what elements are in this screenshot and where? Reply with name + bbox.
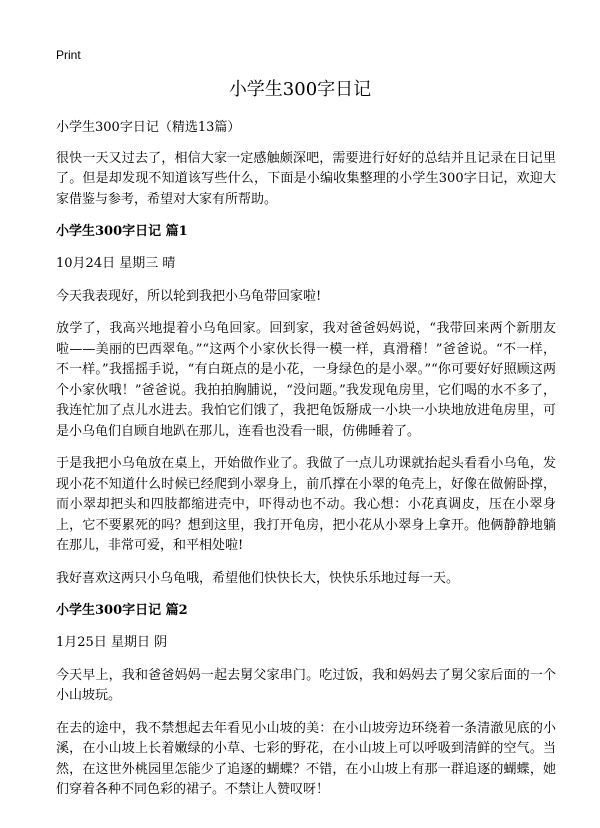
section-2-paragraph-2: 在去的途中，我不禁想起去年看见小山坡的美：在小山坡旁边环绕着一条清澈见底的小溪，在小山坡上长着嫩绿的小草、七彩的野花，在小山坡上可以呼吸到清鲜的空气。当然，在这世外桃园里怎能少了追逐的蝴蝶？不错，在小山坡上有那一群追逐的蝴蝶，她们穿着各种不同色彩的裙子。不禁让人赞叹呀！ <box>56 720 556 797</box>
section-heading-1: 小学生300字日记 篇1 <box>56 224 188 239</box>
section-2-paragraph-1: 今天早上，我和爸爸妈妈一起去舅父家串门。吃过饭，我和妈妈去了舅父家后面的一个小山坡玩。 <box>56 667 556 703</box>
article-subtitle: 小学生300字日记（精选13篇） <box>56 120 241 135</box>
diary-date-1: 10月24日 星期三 晴 <box>56 256 176 271</box>
section-1-paragraph-1: 今天我表现好，所以轮到我把小乌龟带回家啦! <box>56 288 322 304</box>
diary-date-2: 1月25日 星期日 阴 <box>56 635 168 650</box>
section-1-paragraph-3: 于是我把小乌龟放在桌上，开始做作业了。我做了一点儿功课就抬起头看看小乌龟，发现小花不知道什么时候已经爬到小翠身上，前爪撑在小翠的龟壳上，好像在做俯卧撑，而小翠却把头和四肢都缩进壳中，吓得动也不动。我心想：小花真调皮，压在小翠身上，它不要累死的吗？想到这里，我打开龟房，把小花从小翠身上拿开。他俩静静地躺在那儿，非常可爱，和平相处啦! <box>56 456 556 553</box>
page-title: 小学生300字日记 <box>228 79 372 100</box>
print-link[interactable]: Print <box>56 48 81 62</box>
article-body <box>56 118 556 813</box>
intro-paragraph: 很快一天又过去了，相信大家一定感触颇深吧，需要进行好好的总结并且记录在日记里了。但是却发现不知道该写些什么，下面是小编收集整理的小学生300字日记，欢迎大家借鉴与参考，希望对大家有所帮助。 <box>56 150 556 207</box>
section-1-paragraph-2: 放学了，我高兴地提着小乌龟回家。回到家，我对爸爸妈妈说，“我带回来两个新朋友啦——美丽的巴西翠龟。”“这两个小家伙长得一模一样，真滑稽！”爸爸说。“不一样，不一样。”我摇摇手说，“有白斑点的是小花，一身绿色的是小翠。”“你可要好好照顾这两个小家伙哦！”爸爸说。我拍拍胸脯说，“没问题。”我发现龟房里，它们喝的水不多了，我连忙加了点儿水进去。我怕它们饿了，我把龟饭掰成一小块一小块地放进龟房里，可是小乌龟们自顾自地趴在那儿，连看也没看一眼，仿佛睡着了。 <box>56 321 556 439</box>
section-1-paragraph-4: 我好喜欢这两只小乌龟哦，希望他们快快长大，快快乐乐地过每一天。 <box>56 570 460 586</box>
section-heading-2: 小学生300字日记 篇2 <box>56 603 188 618</box>
